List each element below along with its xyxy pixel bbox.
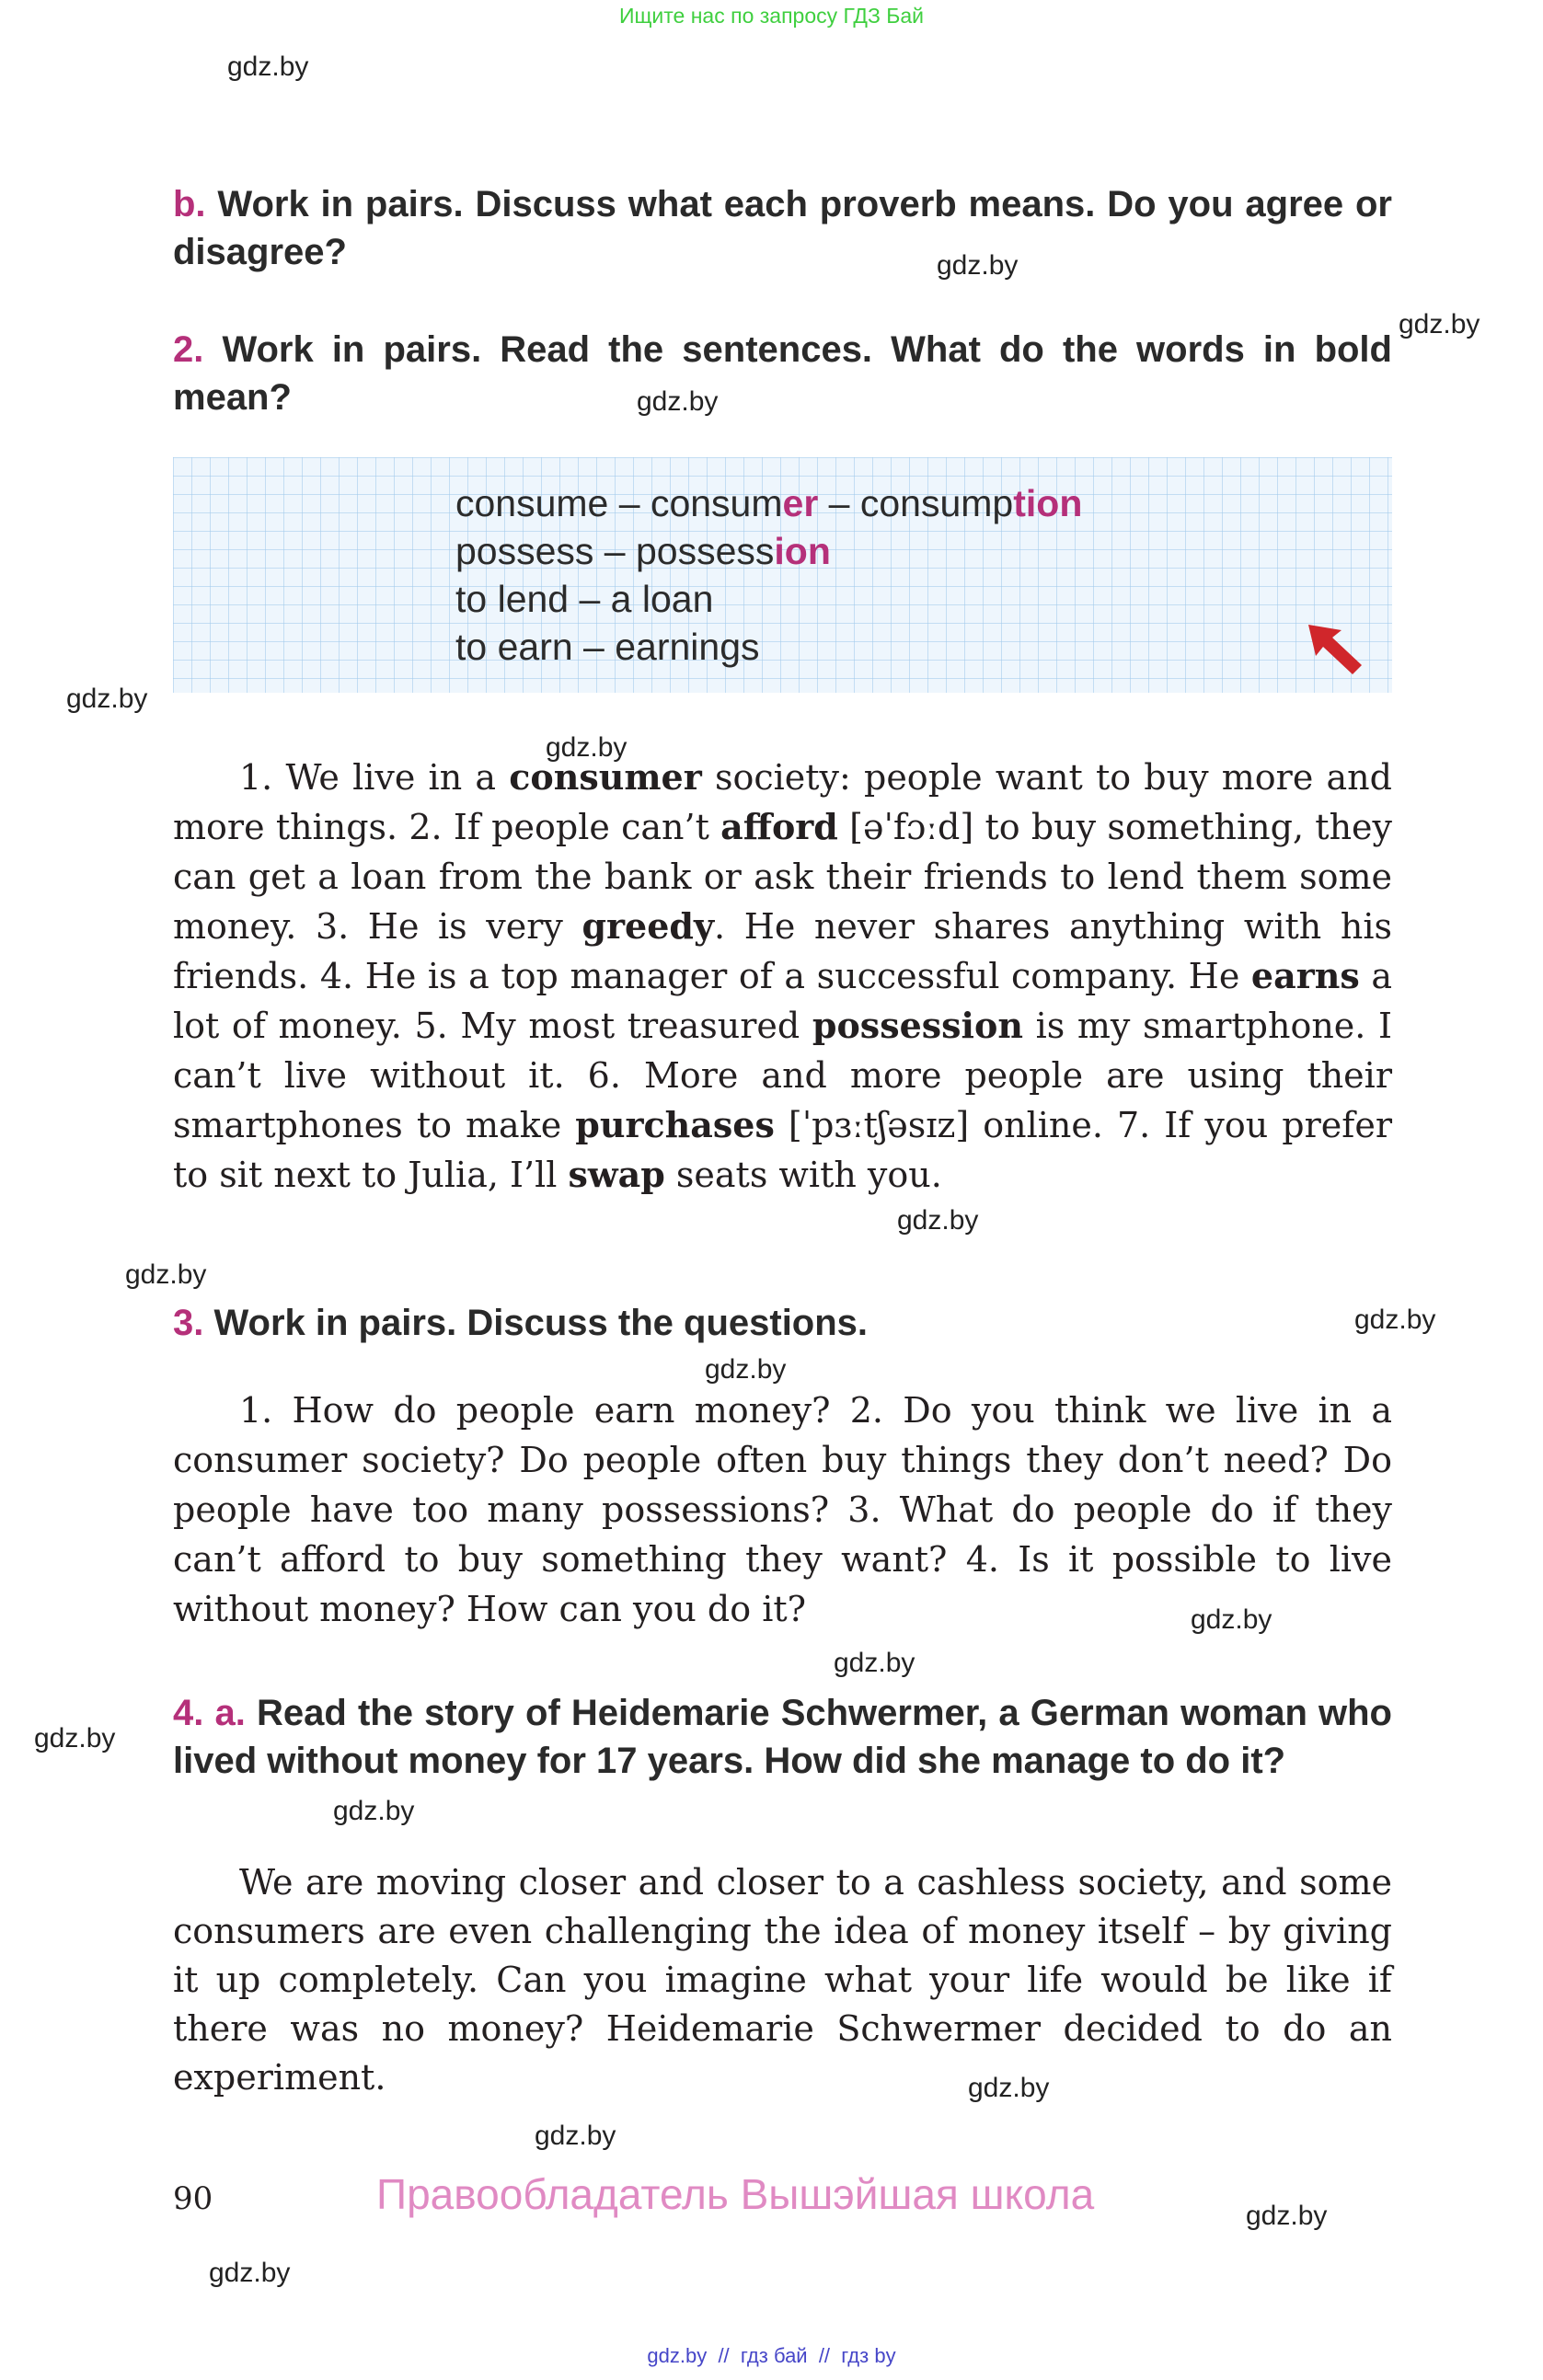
watermark: gdz.by: [705, 1354, 787, 1385]
story-paragraph: We are moving closer and closer to a cashless society, and some consumers are even challenging the idea of money itself – by giving it up completely. Can you imagine what your life would be like if there was no money? Heidemarie Schwermer decided to do an experiment.: [173, 1862, 1392, 2098]
page-number: 90: [173, 2180, 213, 2217]
word-form-line: consume – consumer – consumption: [455, 482, 1083, 524]
task-b: [173, 180, 1392, 276]
task-2: [173, 326, 1392, 421]
watermark: gdz.by: [546, 732, 628, 763]
watermark: gdz.by: [333, 1796, 415, 1826]
watermark: gdz.by: [1246, 2201, 1328, 2231]
task-number: 4. a.: [173, 1693, 246, 1733]
word-form-line: possess – possession: [455, 530, 831, 572]
word-forms-box: [173, 457, 1392, 693]
arrow-icon: [1305, 621, 1369, 680]
task-number: 2.: [173, 329, 204, 370]
watermark: gdz.by: [637, 386, 719, 417]
word-form-line: to earn – earnings: [455, 626, 760, 668]
task-instruction: Work in pairs. Discuss the questions.: [213, 1303, 869, 1343]
word-form-line: to lend – a loan: [455, 578, 714, 620]
task-instruction: Read the story of Heidemarie Schwermer, a German woman who lived without money for 17 years. How did she manage to do it?: [173, 1693, 1392, 1781]
watermark: gdz.by: [34, 1723, 116, 1753]
watermark: gdz.by: [937, 250, 1019, 281]
sentences-paragraph: 1. We live in a consumer society: people want to buy more and more things. 2. If people can’t afford [əˈfɔːd] to buy something, they can get a loan from the bank or ask their friends to lend them some money. 3. He is very greedy. He never shares anything with his friends. 4. He is a top manager of a successful company. He earns a lot of money. 5. My most treasured possession is my smartphone. I can’t live without it. 6. More and more people are using their smartphones to make purchases [ˈpɜːtʃəsɪz] online. 7. If you prefer to sit next to Julia, I’ll swap seats with you.: [173, 756, 1392, 1195]
watermark: gdz.by: [125, 1259, 207, 1290]
questions-paragraph: 1. How do people earn money? 2. Do you think we live in a consumer society? Do people often buy things they don’t need? Do people have too many possessions? 3. What do people do if they can’t afford to buy something they want? 4. Is it possible to live without money? How can you do it?: [173, 1390, 1392, 1629]
watermark: gdz.by: [1399, 309, 1480, 339]
task-4a: [173, 1689, 1392, 1785]
watermark: gdz.by: [834, 1648, 915, 1678]
task-instruction: Work in pairs. Read the sentences. What do the words in bold mean?: [173, 329, 1392, 418]
task-number: b.: [173, 184, 206, 224]
copyright-footer: Правообладатель Вышэйшая школа: [376, 2170, 1095, 2218]
watermark: gdz.by: [66, 684, 148, 714]
task-instruction: Work in pairs. Discuss what each proverb means. Do you agree or disagree?: [173, 184, 1392, 272]
watermark: gdz.by: [1191, 1604, 1272, 1635]
task-number: 3.: [173, 1303, 204, 1343]
task-3: [173, 1299, 1392, 1347]
watermark: gdz.by: [1354, 1305, 1436, 1335]
watermark: gdz.by: [209, 2258, 291, 2288]
watermark: gdz.by: [535, 2121, 616, 2151]
bottom-links[interactable]: gdz.by // гдз бай // гдз by: [647, 2344, 896, 2367]
watermark: gdz.by: [897, 1205, 979, 1236]
watermark: gdz.by: [968, 2073, 1050, 2103]
top-banner[interactable]: Ищите нас по запросу ГДЗ Бай: [618, 4, 925, 28]
watermark: gdz.by: [227, 52, 309, 82]
